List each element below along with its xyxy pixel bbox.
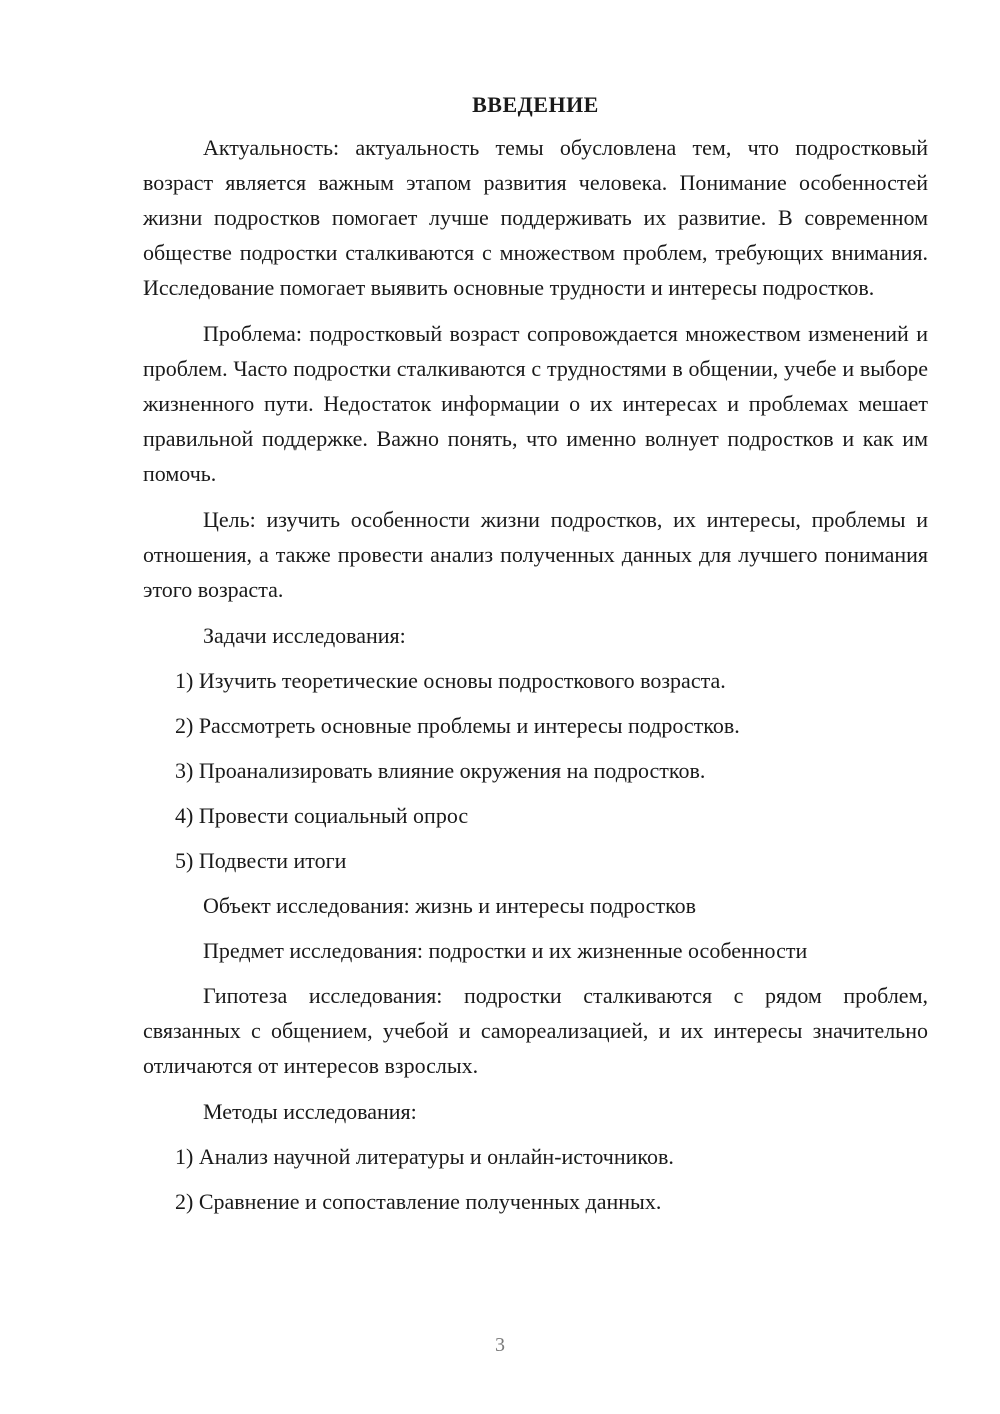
task-item: 1) Изучить теоретические основы подросткового возраста. bbox=[175, 668, 726, 693]
problem-paragraph: Проблема: подростковый возраст сопровождается множеством изменений и проблем. Часто подростки сталкиваются с трудностями в общении, учебе и выборе жизненного пути. Недостаток информации о их интересах и проблемах мешает правильной поддержке. Важно понять, что именно волнует подростков и как им помочь. bbox=[143, 321, 928, 486]
page-title: ВВЕДЕНИЕ bbox=[472, 92, 599, 117]
research-object: Объект исследования: жизнь и интересы подростков bbox=[203, 893, 697, 918]
methods-heading: Методы исследования: bbox=[203, 1099, 417, 1124]
document-page bbox=[143, 92, 928, 1229]
task-item: 2) Рассмотреть основные проблемы и интересы подростков. bbox=[175, 713, 740, 738]
goal-paragraph: Цель: изучить особенности жизни подростков, их интересы, проблемы и отношения, а также провести анализ полученных данных для лучшего понимания этого возраста. bbox=[143, 507, 928, 602]
method-item: 1) Анализ научной литературы и онлайн-источников. bbox=[175, 1144, 674, 1169]
task-item: 4) Провести социальный опрос bbox=[175, 803, 469, 828]
page-number: 3 bbox=[495, 1334, 505, 1356]
research-subject: Предмет исследования: подростки и их жизненные особенности bbox=[203, 938, 808, 963]
relevance-paragraph: Актуальность: актуальность темы обусловлена тем, что подростковый возраст является важным этапом развития человека. Понимание особенностей жизни подростков помогает лучше поддерживать их развитие. В современном обществе подростки сталкиваются с множеством проблем, требующих внимания. Исследование помогает выявить основные трудности и интересы подростков. bbox=[143, 135, 928, 300]
tasks-heading: Задачи исследования: bbox=[203, 623, 406, 648]
task-item: 5) Подвести итоги bbox=[175, 848, 347, 873]
hypothesis-paragraph: Гипотеза исследования: подростки сталкиваются с рядом проблем, связанных с общением, учебой и самореализацией, и их интересы значительно отличаются от интересов взрослых. bbox=[143, 983, 928, 1078]
task-item: 3) Проанализировать влияние окружения на подростков. bbox=[175, 758, 706, 783]
method-item: 2) Сравнение и сопоставление полученных данных. bbox=[175, 1189, 662, 1214]
